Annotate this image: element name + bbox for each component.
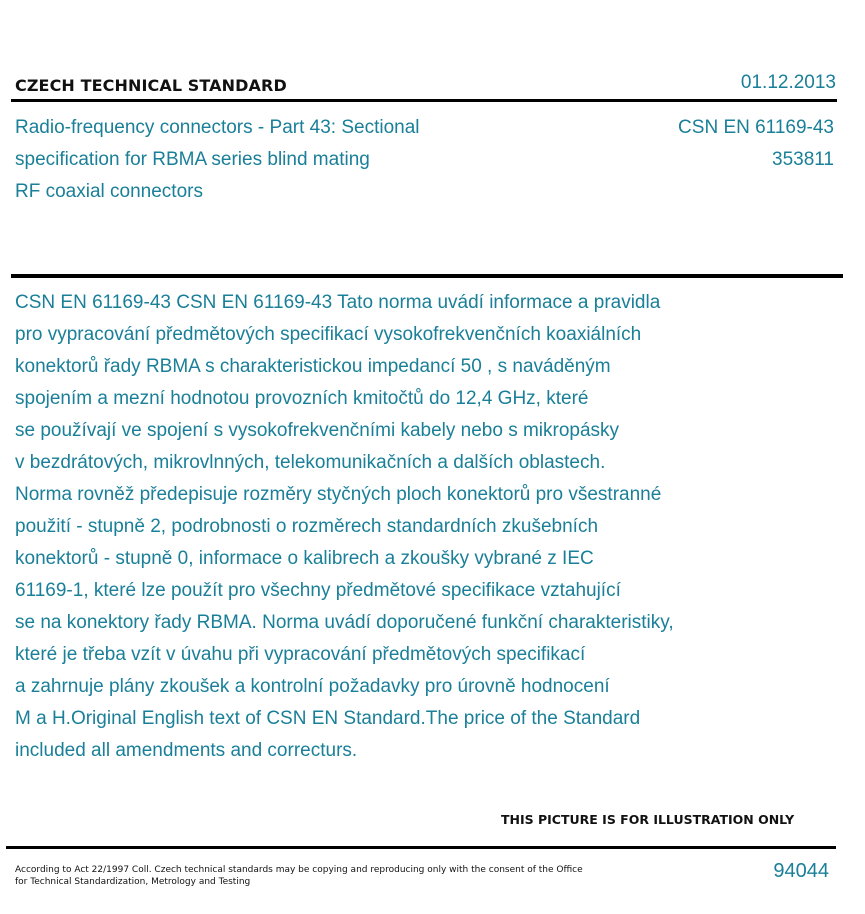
abstract-line: se na konektory řady RBMA. Norma uvádí doporučené funkční charakteristiky,: [15, 612, 674, 633]
abstract-line: pro vypracování předmětových specifikací vysokofrekvenčních koaxiálních: [15, 324, 642, 345]
abstract-line: a zahrnuje plány zkoušek a kontrolní požadavky pro úrovně hodnocení: [15, 676, 610, 697]
illustration-disclaimer: THIS PICTURE IS FOR ILLUSTRATION ONLY: [501, 812, 795, 827]
title-line-3: RF coaxial connectors: [15, 181, 203, 202]
footer-divider: [6, 846, 836, 849]
title-line-2: specification for RBMA series blind mating: [15, 149, 370, 170]
legal-note: [15, 864, 585, 888]
title-line-1: Radio-frequency connectors - Part 43: Sectional: [15, 117, 420, 138]
abstract-line: Norma rovněž předepisuje rozměry styčných ploch konektorů pro všestranné: [15, 484, 662, 505]
abstract-line: v bezdrátových, mikrovlnných, telekomunikačních a dalších oblastech.: [15, 452, 606, 473]
abstract-text: [15, 287, 775, 767]
abstract-line: CSN EN 61169-43 CSN EN 61169-43 Tato norma uvádí informace a pravidla: [15, 292, 661, 313]
abstract-line: použití - stupně 2, podrobnosti o rozměrech standardních zkušebních: [15, 516, 599, 537]
header-divider: [11, 99, 837, 102]
abstract-line: included all amendments and correcturs.: [15, 740, 358, 761]
class-number: 353811: [772, 149, 834, 170]
catalog-number: 94044: [773, 860, 829, 882]
abstract-line: konektorů - stupně 0, informace o kalibrech a zkoušky vybrané z IEC: [15, 548, 594, 569]
legal-note-line-2: for Technical Standardization, Metrology and Testing: [15, 877, 251, 887]
abstract-line: konektorů řady RBMA s charakteristickou impedancí 50 , s naváděným: [15, 356, 611, 377]
publication-date: 01.12.2013: [740, 72, 836, 93]
document-type-label: CZECH TECHNICAL STANDARD: [15, 76, 287, 95]
abstract-line: které je třeba vzít v úvahu při vypracování předmětových specifikací: [15, 644, 586, 665]
abstract-line: spojením a mezní hodnotou provozních kmitočtů do 12,4 GHz, které: [15, 388, 589, 409]
standard-code: CSN EN 61169-43: [678, 117, 834, 138]
abstract-line: se používají ve spojení s vysokofrekvenčními kabely nebo s mikropásky: [15, 420, 620, 441]
legal-note-line-1: According to Act 22/1997 Coll. Czech technical standards may be copying and reproducing only with the consent of the Office: [15, 865, 583, 875]
abstract-line: 61169-1, které lze použít pro všechny předmětové specifikace vztahující: [15, 580, 621, 601]
abstract-line: M a H.Original English text of CSN EN Standard.The price of the Standard: [15, 708, 641, 729]
title-divider: [11, 274, 843, 278]
